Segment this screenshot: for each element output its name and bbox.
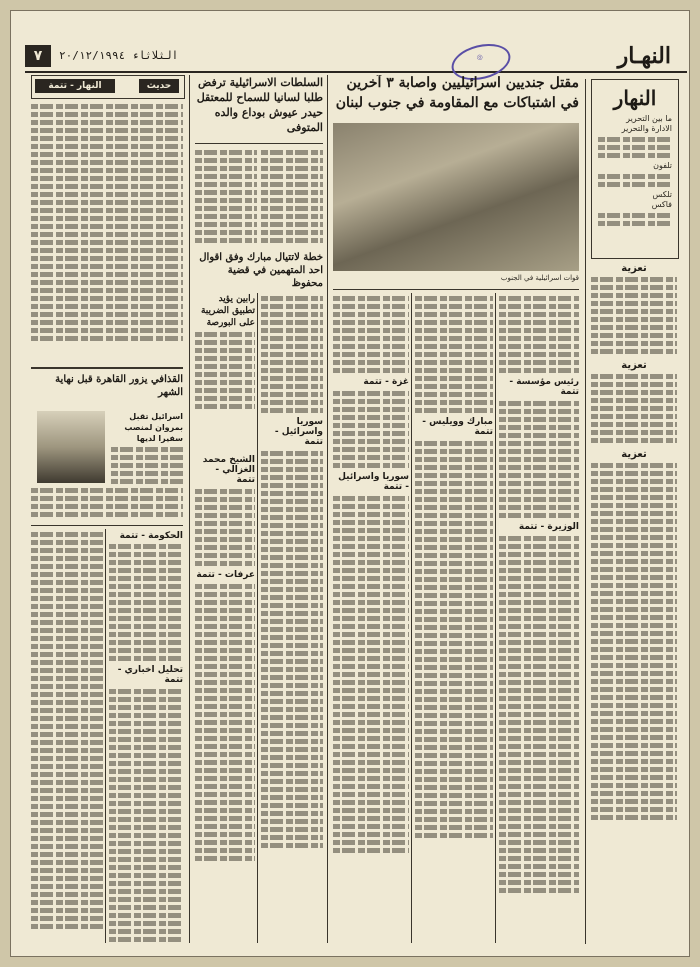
israel-story-body-1 — [261, 147, 323, 247]
masthead: النهـار — [617, 43, 671, 69]
column-rule — [411, 293, 412, 943]
middle-col-left — [195, 451, 255, 943]
column-rule — [189, 75, 190, 943]
lead-caption-block — [333, 273, 579, 285]
sidebar-line: تلكس — [652, 190, 672, 199]
hukuma-heading: الحكومة - تتمة — [119, 531, 183, 541]
taaziya-heading: تعزية — [621, 360, 647, 371]
qadhafi-headline-block — [31, 373, 183, 409]
sidebar-line: تلفون — [653, 161, 672, 170]
taaziya-heading: تعزية — [621, 449, 647, 460]
israel-story-headline: السلطات الاسرائيلية ترفض طلبا لسانيا للسماح للمعتقل حيدر عيوش بوداع والده المتوفى — [196, 76, 323, 134]
lead-headline-block — [333, 75, 579, 119]
rabin-block — [195, 293, 255, 453]
portrait-caption — [31, 485, 183, 525]
lead-body-col-1 — [499, 293, 579, 943]
sidebar-line: ما بين التحرير — [626, 114, 672, 123]
suria-tatimma-heading: سوريا واسرائيل - تتمة — [274, 417, 323, 447]
newspaper-page — [10, 10, 690, 957]
issue-date: الثلاثاء ٢٠/١٢/١٩٩٤ — [59, 49, 179, 62]
hadith-body — [31, 101, 183, 363]
sidebar-line: فاكس — [651, 200, 672, 209]
rabin-headline: رابين يؤيد تطبيق الضريبة على البورصة — [200, 294, 255, 328]
library-stamp: ◎ — [448, 38, 514, 86]
taaziya-heading: تعزية — [621, 263, 647, 274]
lead-body-col-2 — [415, 293, 493, 943]
column-rule — [585, 79, 586, 944]
israel-story-headline-block — [195, 75, 323, 141]
sheikh-heading: الشيخ محمد الغزالي - تتمة — [202, 455, 255, 485]
rabin-tatimma-heading: رئيس مؤسسة - تتمة — [509, 377, 579, 397]
page-number: ٧ — [25, 45, 51, 67]
column-rule — [105, 529, 106, 943]
column-rule — [327, 75, 328, 943]
qadhafi-headline: القذافي يزور القاهرة قبل نهاية الشهر — [55, 374, 183, 398]
mubarak-tatimma-heading: مبارك وويليس - تتمة — [422, 417, 493, 437]
israel-captioned-heading: اسرائيل تقبل بمروان لمنصب سفيرا لديها — [124, 412, 183, 443]
wizara-heading: الوزيرة - تتمة — [518, 522, 579, 532]
lead-body-col-3 — [333, 293, 409, 943]
left-col-right — [109, 529, 183, 943]
hadith-tag: حديث — [139, 79, 179, 93]
mubarak-headline-block — [195, 251, 323, 291]
section-rule — [31, 525, 183, 526]
lead-headline-1: مقتل جنديين اسرائيليين واصابة ٣ آخرين — [346, 75, 579, 91]
column-rule — [495, 293, 496, 943]
left-col-left — [31, 529, 103, 943]
suria-heading: سوريا واسرائيل - تتمة — [338, 472, 409, 492]
tahlil-heading: تحليل اخباري - تتمة — [117, 665, 183, 685]
sidebar-brand-box — [591, 79, 679, 259]
portrait-photo — [37, 411, 105, 483]
lead-caption: قوات اسرائيلية في الجنوب — [500, 274, 579, 282]
section-rule — [31, 367, 183, 369]
lead-photo — [333, 123, 579, 271]
israel-story-body-2 — [195, 147, 257, 247]
sidebar-line: الادارة والتحرير — [621, 124, 672, 133]
sidebar-taaziya-column — [591, 263, 677, 943]
arafat-heading: عرفات - تتمة — [196, 570, 255, 580]
gaza-heading: غزة - تتمة — [363, 377, 409, 387]
section-rule — [195, 143, 323, 144]
section-rule — [333, 289, 579, 290]
mubarak-headline: خطة لاتتيال مبارك وفق اقوال احد المتهمين في قضية محفوظ — [199, 252, 323, 289]
column-rule — [257, 293, 258, 943]
middle-col-right — [261, 293, 323, 943]
lead-headline-2: في اشتباكات مع المقاومة في جنوب لبنان — [335, 95, 579, 111]
tatimma-tag: النهار - تتمة — [35, 79, 115, 93]
sidebar-brand: النهار — [613, 86, 657, 110]
